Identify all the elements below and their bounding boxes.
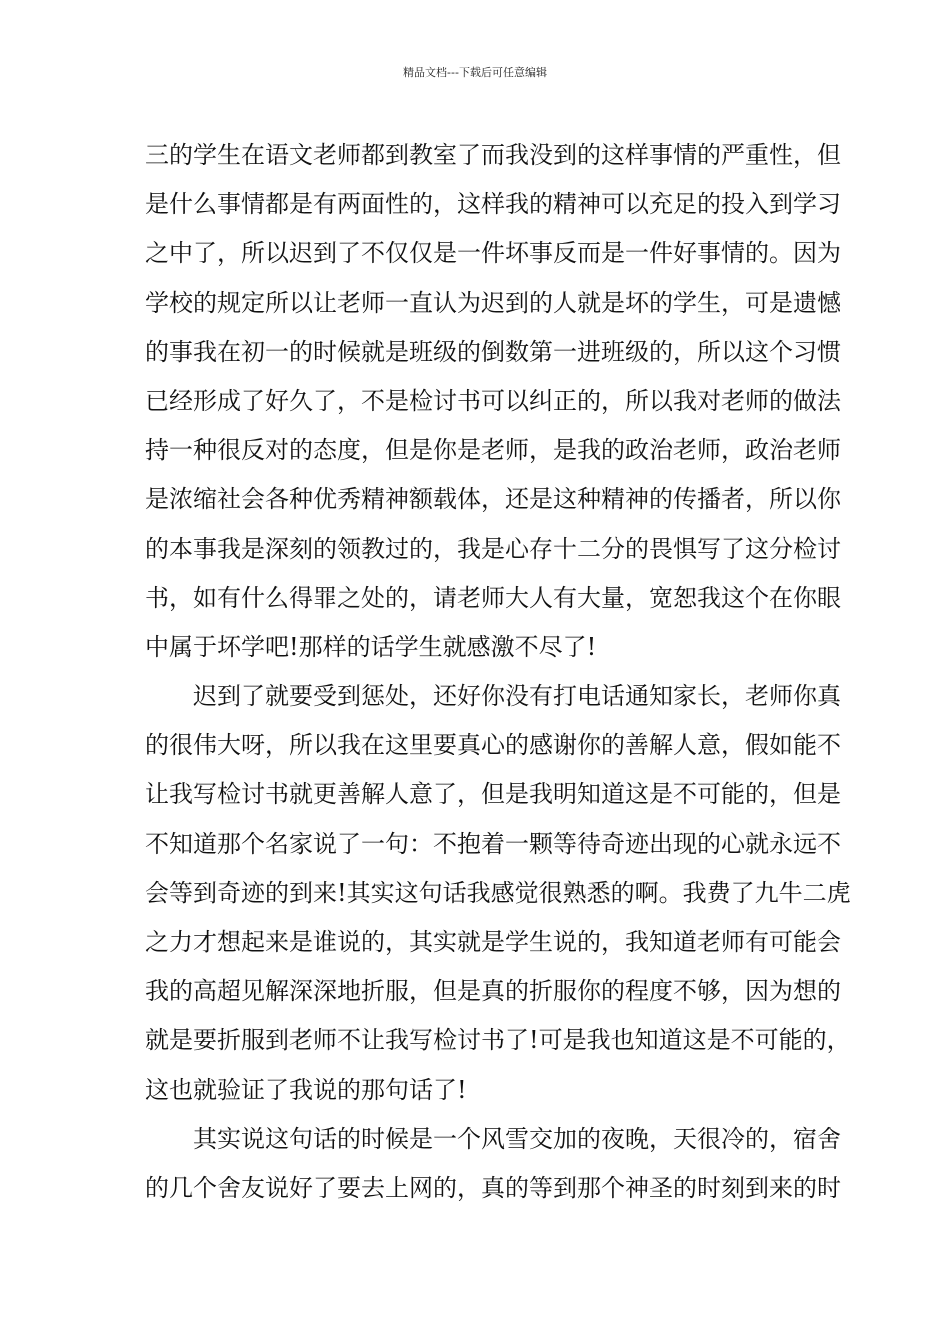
text-line: 我的高超见解深深地折服，但是真的折服你的程度不够，因为想的 xyxy=(145,977,841,1006)
text-line: 是浓缩社会各种优秀精神额载体，还是这种精神的传播者，所以你 xyxy=(145,485,841,514)
paragraph-end-line: 这也就验证了我说的那句话了! xyxy=(145,1075,467,1104)
text-line: 是什么事情都是有两面性的，这样我的精神可以充足的投入到学习 xyxy=(145,190,841,219)
text-line: 之中了，所以迟到了不仅仅是一件坏事反而是一件好事情的。因为 xyxy=(145,239,841,268)
text-line: 不知道那个名家说了一句：不抱着一颗等待奇迹出现的心就永远不 xyxy=(145,829,841,858)
text-line: 让我写检讨书就更善解人意了，但是我明知道这是不可能的，但是 xyxy=(145,780,841,809)
paragraph-start-line: 其实说这句话的时候是一个风雪交加的夜晚，天很冷的，宿舍 xyxy=(193,1124,841,1153)
paragraph-start-line: 迟到了就要受到惩处，还好你没有打电话通知家长，老师你真 xyxy=(193,682,841,711)
text-line: 的本事我是深刻的领教过的，我是心存十二分的畏惧写了这分检讨 xyxy=(145,534,841,563)
body-text xyxy=(145,131,851,1213)
text-line: 就是要折服到老师不让我写检讨书了!可是我也知道这是不可能的， xyxy=(145,1026,851,1055)
paragraph-end-line: 中属于坏学吧!那样的话学生就感激不尽了! xyxy=(145,632,597,661)
text-line: 学校的规定所以让老师一直认为迟到的人就是坏的学生，可是遗憾 xyxy=(145,288,841,317)
text-line: 的事我在初一的时候就是班级的倒数第一进班级的，所以这个习惯 xyxy=(145,337,841,366)
text-line: 持一种很反对的态度，但是你是老师，是我的政治老师，政治老师 xyxy=(145,436,841,465)
text-line: 的几个舍友说好了要去上网的，真的等到那个神圣的时刻到来的时 xyxy=(145,1173,841,1202)
text-line: 已经形成了好久了，不是检讨书可以纠正的，所以我对老师的做法 xyxy=(145,386,841,415)
text-line: 会等到奇迹的到来!其实这句话我感觉很熟悉的啊。我费了九牛二虎 xyxy=(145,878,851,907)
text-line: 三的学生在语文老师都到教室了而我没到的这样事情的严重性，但 xyxy=(145,141,841,169)
text-line: 的很伟大呀，所以我在这里要真心的感谢你的善解人意，假如能不 xyxy=(145,731,841,760)
text-line: 书，如有什么得罪之处的，请老师大人有大量，宽恕我这个在你眼 xyxy=(145,583,841,612)
text-line: 之力才想起来是谁说的，其实就是学生说的，我知道老师有可能会 xyxy=(145,928,841,956)
page-header: 精品文档---下载后可任意编辑 xyxy=(403,66,547,79)
